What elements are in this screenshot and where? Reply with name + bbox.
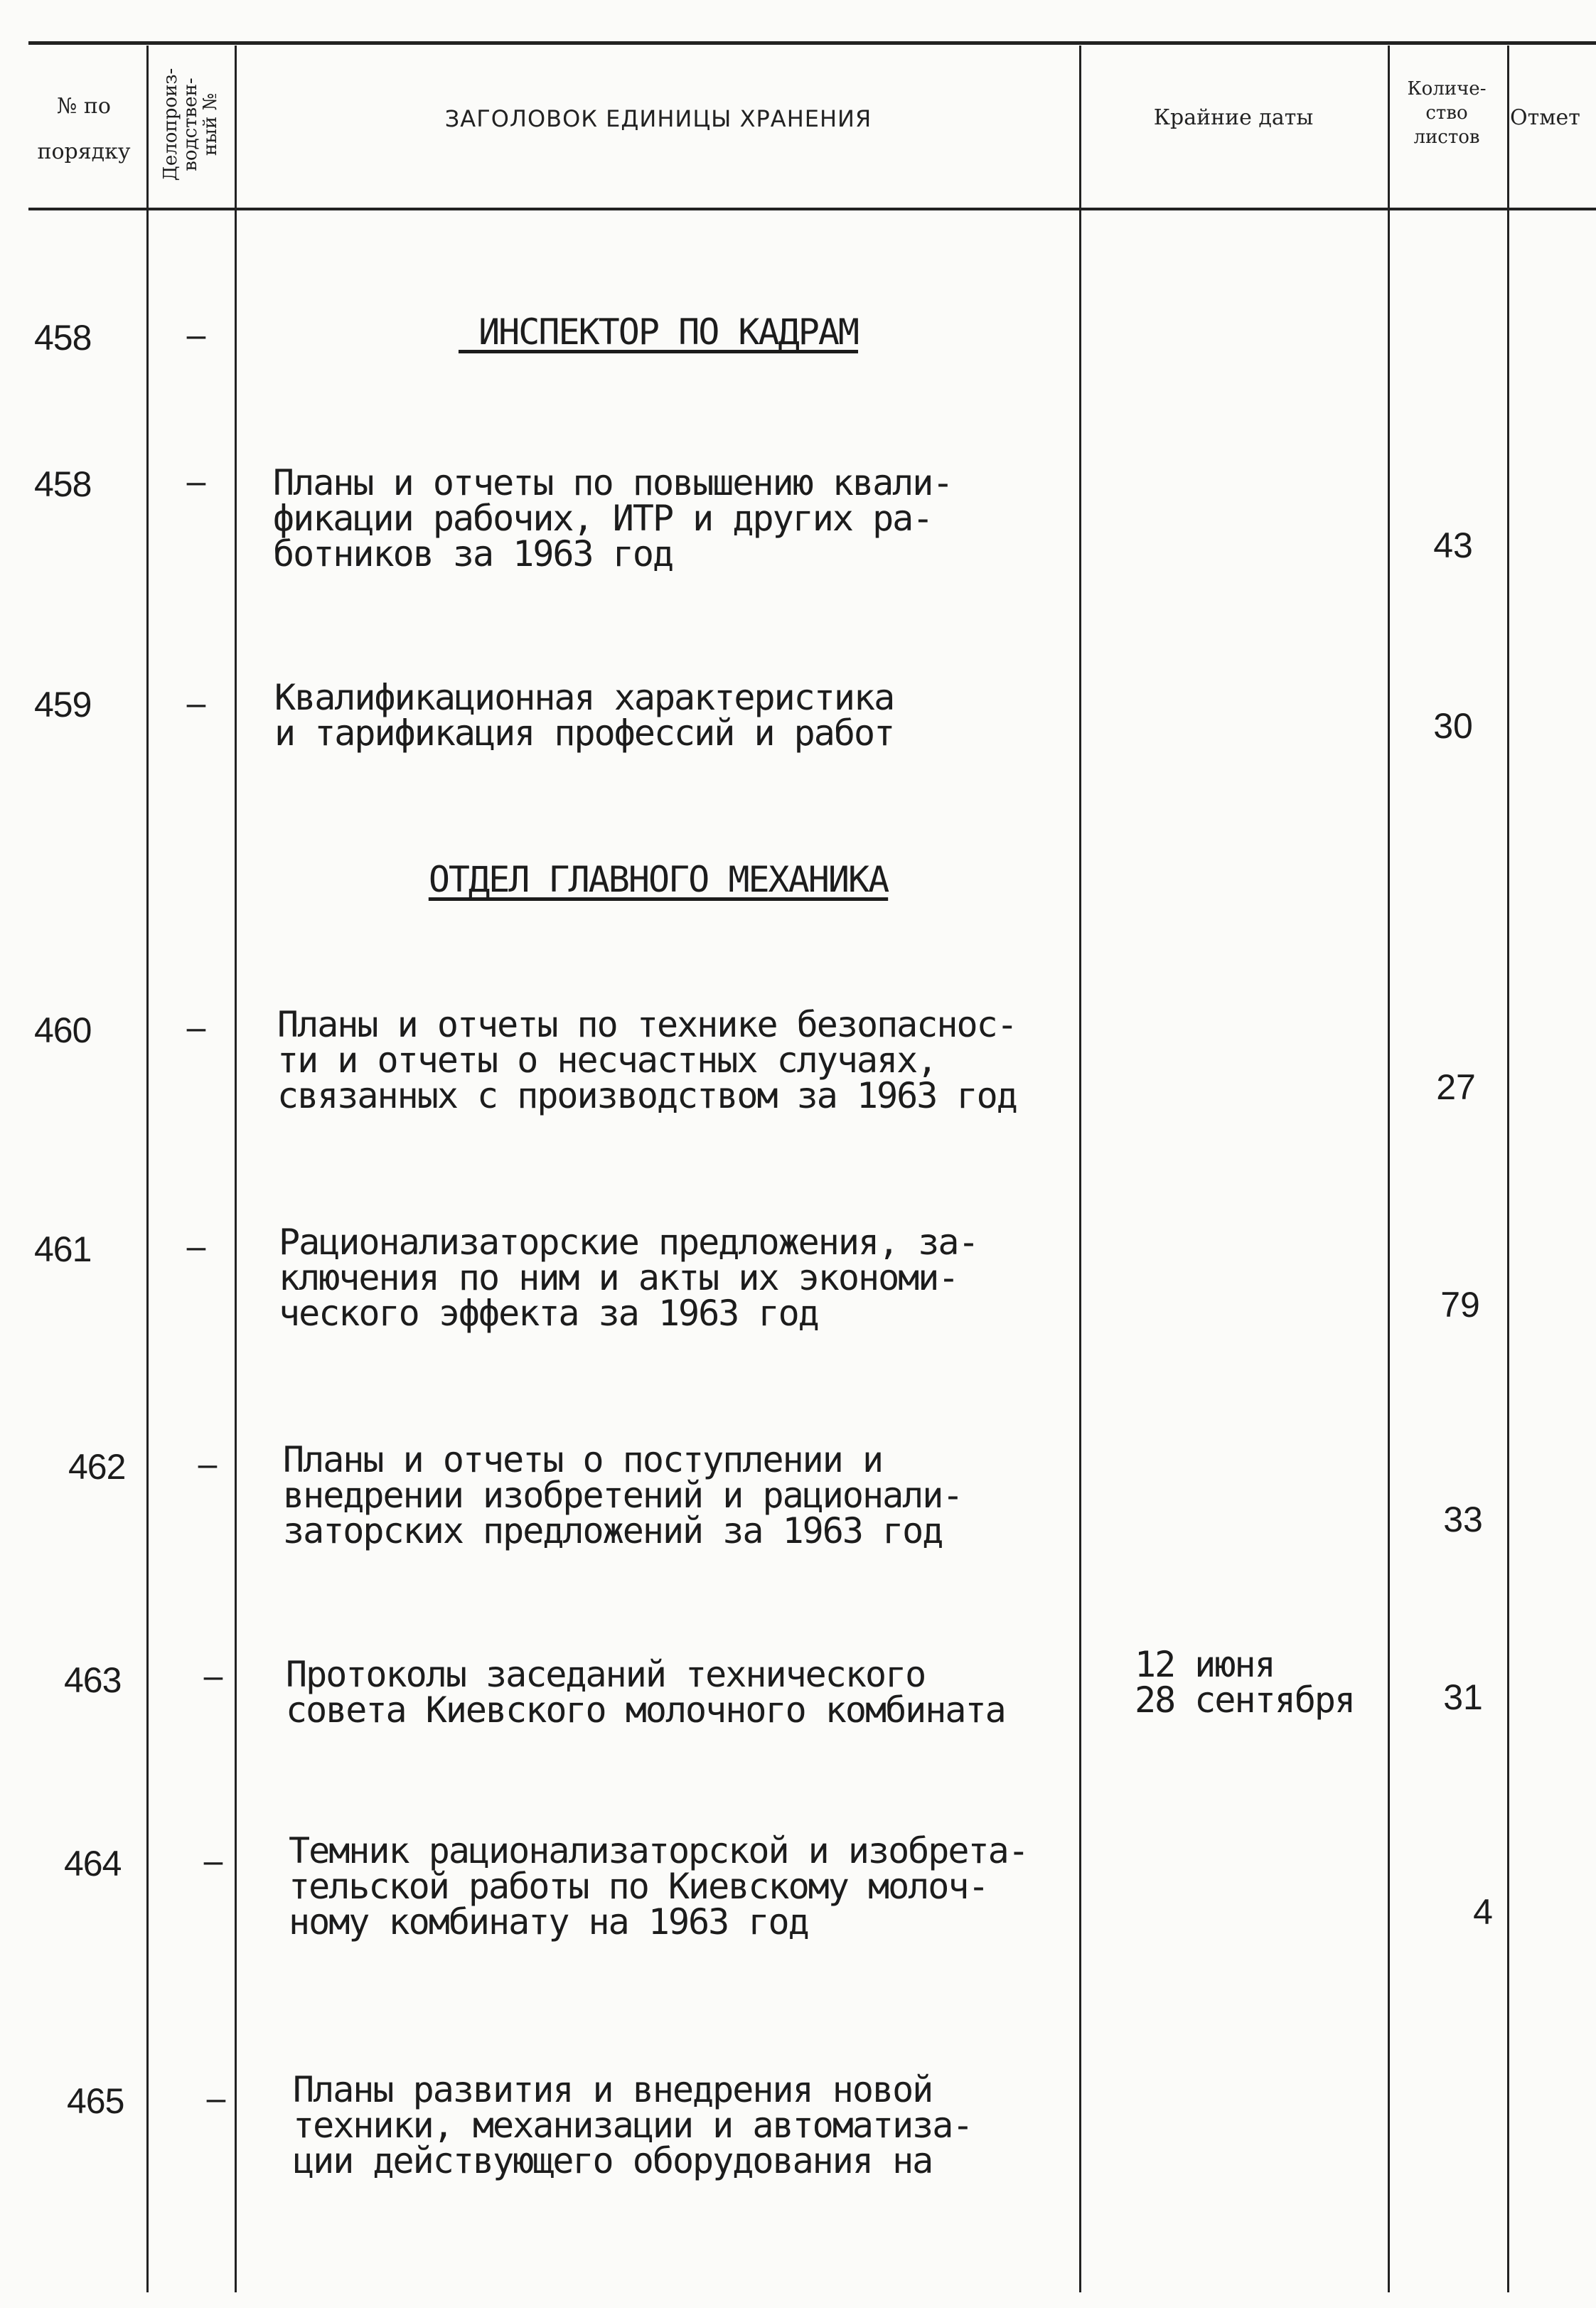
record-title xyxy=(286,1654,1110,1731)
column-divider xyxy=(146,46,149,2292)
record-number-dash: – xyxy=(186,1009,206,1047)
record-title-line: ному комбинату на 1963 год xyxy=(289,1901,808,1943)
sheet-count: 33 xyxy=(1443,1500,1483,1539)
record-title-line: ческого эффекта за 1963 год xyxy=(279,1293,818,1334)
sheet-count: 79 xyxy=(1440,1285,1480,1325)
record-title xyxy=(283,1439,1108,1551)
record-title xyxy=(279,1222,1103,1334)
record-title-line: совета Киевского молочного комбината xyxy=(286,1689,1005,1731)
extreme-dates xyxy=(1135,1644,1391,1721)
record-number-dash: – xyxy=(203,1842,223,1880)
record-title-line: тельской работы по Киевскому молоч- xyxy=(289,1866,988,1907)
header-count-line3: листов xyxy=(1413,127,1480,148)
header-count-column xyxy=(1389,77,1504,149)
record-title-line: внедрении изобретений и рационали- xyxy=(283,1475,963,1516)
record-title-line: Планы и отчеты по повышению квали- xyxy=(273,462,953,503)
record-title-line: Планы и отчеты по технике безопаснос- xyxy=(277,1004,1017,1045)
record-title-line: ключения по ним и акты их экономи- xyxy=(279,1257,958,1298)
row-number: 464 xyxy=(64,1844,122,1884)
row-number: 465 xyxy=(67,2081,124,2121)
sheet-count: 43 xyxy=(1433,525,1473,565)
start-date: 12 июня xyxy=(1135,1644,1275,1685)
column-divider xyxy=(235,46,237,2292)
record-number-dash: – xyxy=(203,1657,223,1695)
header-number-column xyxy=(27,84,141,175)
record-title-line: связанных с производством за 1963 год xyxy=(277,1075,1017,1116)
header-bottom-rule xyxy=(28,208,1596,210)
record-number-dash: – xyxy=(186,1228,206,1266)
row-number: 462 xyxy=(68,1447,126,1487)
row-number: 458 xyxy=(34,464,92,504)
header-count-line1: Количе- xyxy=(1407,78,1487,100)
end-date: 28 сентября xyxy=(1135,1679,1355,1721)
top-border xyxy=(28,41,1596,45)
record-title-line: Квалификационная характеристика xyxy=(274,677,894,718)
record-number-dash: – xyxy=(198,1446,218,1483)
record-title xyxy=(289,1830,1113,1943)
header-number-line2: порядку xyxy=(37,139,131,164)
record-title-line: ции действующего оборудования на xyxy=(293,2140,933,2181)
row-number: 459 xyxy=(34,685,92,725)
record-title xyxy=(293,2069,1118,2181)
record-title-line: и тарификация профессий и работ xyxy=(274,712,894,754)
record-number-dash: – xyxy=(186,463,206,501)
header-record-line3: ный № xyxy=(200,92,221,156)
record-title xyxy=(277,1004,1102,1116)
record-title-line: заторских предложений за 1963 год xyxy=(283,1510,943,1551)
header-record-line2: водствен- xyxy=(180,78,201,171)
record-title xyxy=(273,462,1098,575)
header-number-line1: № по xyxy=(57,94,111,119)
record-title-line: Планы развития и внедрения новой xyxy=(293,2069,933,2110)
record-number-dash: – xyxy=(186,685,206,722)
column-divider xyxy=(1079,46,1081,2292)
section-heading: _ИНСПЕКТОР_ПО КАДРАМ xyxy=(458,311,859,353)
sheet-count: 30 xyxy=(1433,706,1473,746)
sheet-count: 31 xyxy=(1443,1677,1483,1717)
record-title-line: ти и отчеты о несчастных случаях, xyxy=(277,1040,937,1081)
record-title xyxy=(274,677,1099,754)
record-title-line: Рационализаторские предложения, за- xyxy=(279,1222,978,1263)
header-title-column: ЗАГОЛОВОК ЕДИНИЦЫ ХРАНЕНИЯ xyxy=(444,105,872,132)
header-record-number-column xyxy=(148,50,233,199)
row-number: 458 xyxy=(34,318,92,358)
record-title-line: техники, механизации и автоматиза- xyxy=(293,2105,973,2146)
record-title-line: Протоколы заседаний технического xyxy=(286,1654,926,1695)
section-heading: ОТДЕЛ ГЛАВНОГО_МЕХАНИКА xyxy=(428,859,889,900)
row-number: 461 xyxy=(34,1229,92,1269)
header-count-line2: ство xyxy=(1425,102,1468,124)
row-number: 460 xyxy=(34,1010,92,1050)
header-dates-column: Крайние даты xyxy=(1153,105,1314,130)
record-number-dash: – xyxy=(186,316,206,354)
record-number-dash: – xyxy=(206,2080,226,2117)
record-title-line: Темник рационализаторской и изобрета- xyxy=(289,1830,1028,1871)
sheet-count: 27 xyxy=(1436,1067,1476,1107)
record-title-line: фикации рабочих, ИТР и других ра- xyxy=(273,498,933,539)
column-divider xyxy=(1507,46,1509,2292)
header-record-line1: Делопроиз- xyxy=(160,68,181,181)
column-divider xyxy=(1388,46,1390,2292)
record-title-line: ботников за 1963 год xyxy=(273,533,673,575)
sheet-count: 4 xyxy=(1473,1892,1493,1932)
row-number: 463 xyxy=(64,1660,122,1700)
record-title-line: Планы и отчеты о поступлении и xyxy=(283,1439,883,1480)
header-note-column: Отмет xyxy=(1510,105,1580,130)
